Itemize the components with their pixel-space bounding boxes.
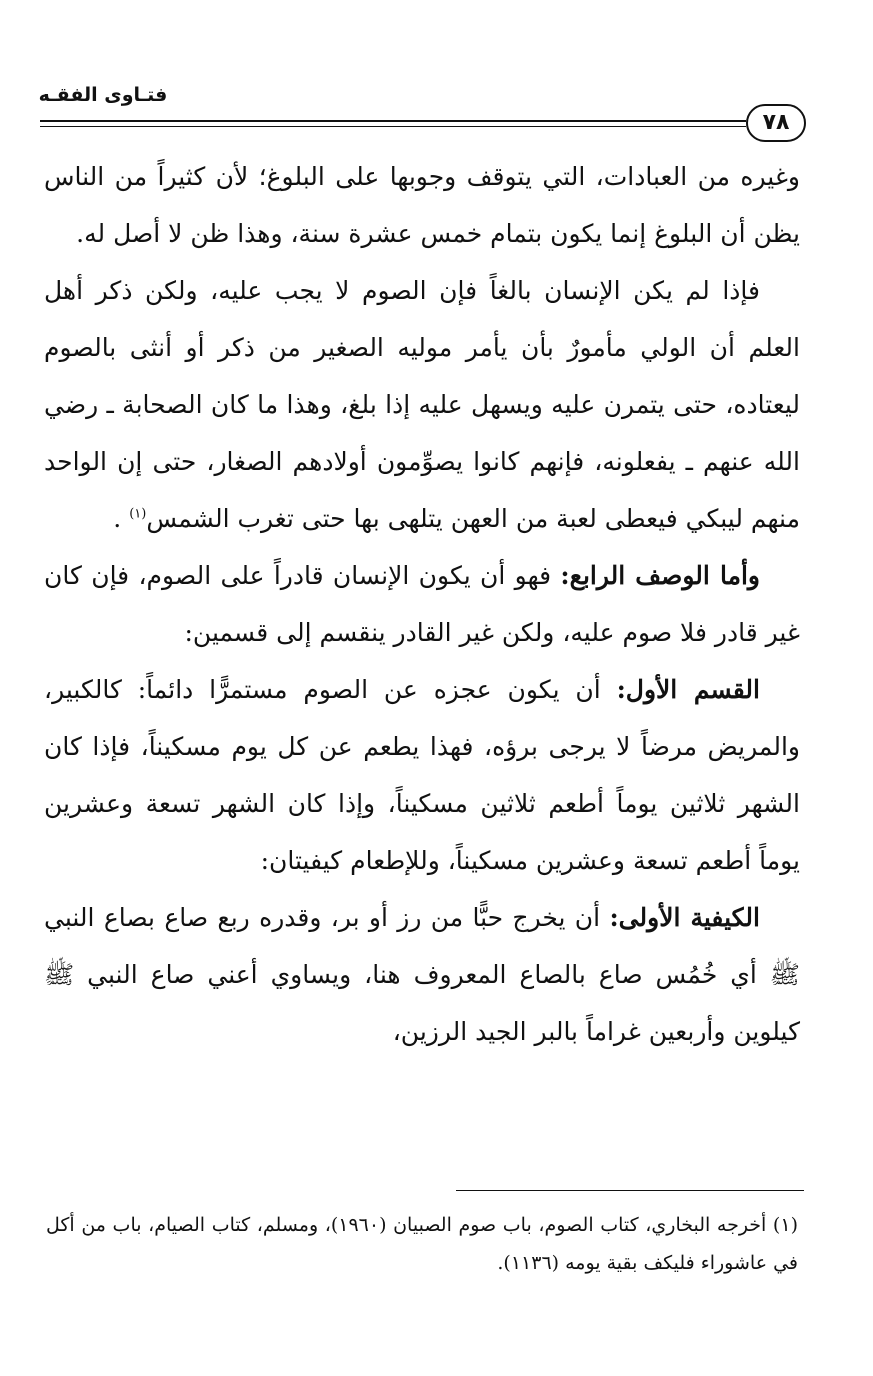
paragraph-2-end: . xyxy=(113,504,130,533)
footnote-1: (١) أخرجه البخاري، كتاب الصوم، باب صوم الصبيان (١٩٦٠)، ومسلم، كتاب الصيام، باب من أكل في عاشوراء فليكف بقية يومه (١١٣٦). xyxy=(46,1214,798,1274)
paragraph-4-lead: القسم الأول: xyxy=(616,675,760,704)
paragraph-1: وغيره من العبادات، التي يتوقف وجوبها على البلوغ؛ لأن كثيراً من الناس يظن أن البلوغ إنما يكون بتمام خمس عشرة سنة، وهذا ظن لا أصل له. xyxy=(44,162,800,248)
paragraph-5-lead: الكيفية الأولى: xyxy=(609,903,760,932)
paragraph-4 xyxy=(44,661,800,889)
footnote-rule xyxy=(456,1190,804,1191)
footnote-ref-1: (١) xyxy=(129,506,147,522)
paragraph-3-text: فهو أن يكون الإنسان قادراً على الصوم، فإن كان غير قادر فلا صوم عليه، ولكن غير القادر ينقسم إلى قسمين: xyxy=(44,561,800,647)
paragraph-3 xyxy=(44,547,800,661)
paragraph-5-text: أن يخرج حبًّا من رز أو بر، وقدره ربع صاع بصاع النبي ﷺ أي خُمُس صاع بالصاع المعروف هنا، ويساوي أعني صاع النبي ﷺ كيلوين وأربعين غراماً بالبر الجيد الرزين، xyxy=(44,903,800,1046)
page-number: ٧٨ xyxy=(746,104,806,142)
paragraph-2-text: فإذا لم يكن الإنسان بالغاً فإن الصوم لا يجب عليه، ولكن ذكر أهل العلم أن الولي مأمورٌ بأن يأمر موليه الصغير من ذكر أو أنثى بالصوم ليعتاده، حتى يتمرن عليه ويسهل عليه إذا بلغ، وهذا ما كان الصحابة ـ رضي الله عنهم ـ يفعلونه، فإنهم كانوا يصوِّمون أولادهم الصغار، حتى إن الواحد منهم ليبكي فيعطى لعبة من العهن يتلهى بها حتى تغرب الشمس xyxy=(44,276,800,533)
body-text xyxy=(44,148,800,1060)
footnotes xyxy=(46,1206,798,1282)
paragraph-5 xyxy=(44,889,800,1060)
paragraph-2 xyxy=(44,262,800,547)
paragraph-4-text: أن يكون عجزه عن الصوم مستمرًّا دائماً: كالكبير، والمريض مرضاً لا يرجى برؤه، فهذا يطعم عن كل يوم مسكيناً، فإذا كان الشهر ثلاثين يوماً أطعم ثلاثين مسكيناً، وإذا كان الشهر تسعة وعشرين يوماً أطعم تسعة وعشرين مسكيناً، وللإطعام كيفيتان: xyxy=(44,675,800,875)
running-title: فتـاوى الفقـه xyxy=(38,84,168,106)
paragraph-3-lead: وأما الوصف الرابع: xyxy=(560,561,760,590)
header-rule-thin xyxy=(40,126,746,127)
header-rule xyxy=(40,120,746,122)
